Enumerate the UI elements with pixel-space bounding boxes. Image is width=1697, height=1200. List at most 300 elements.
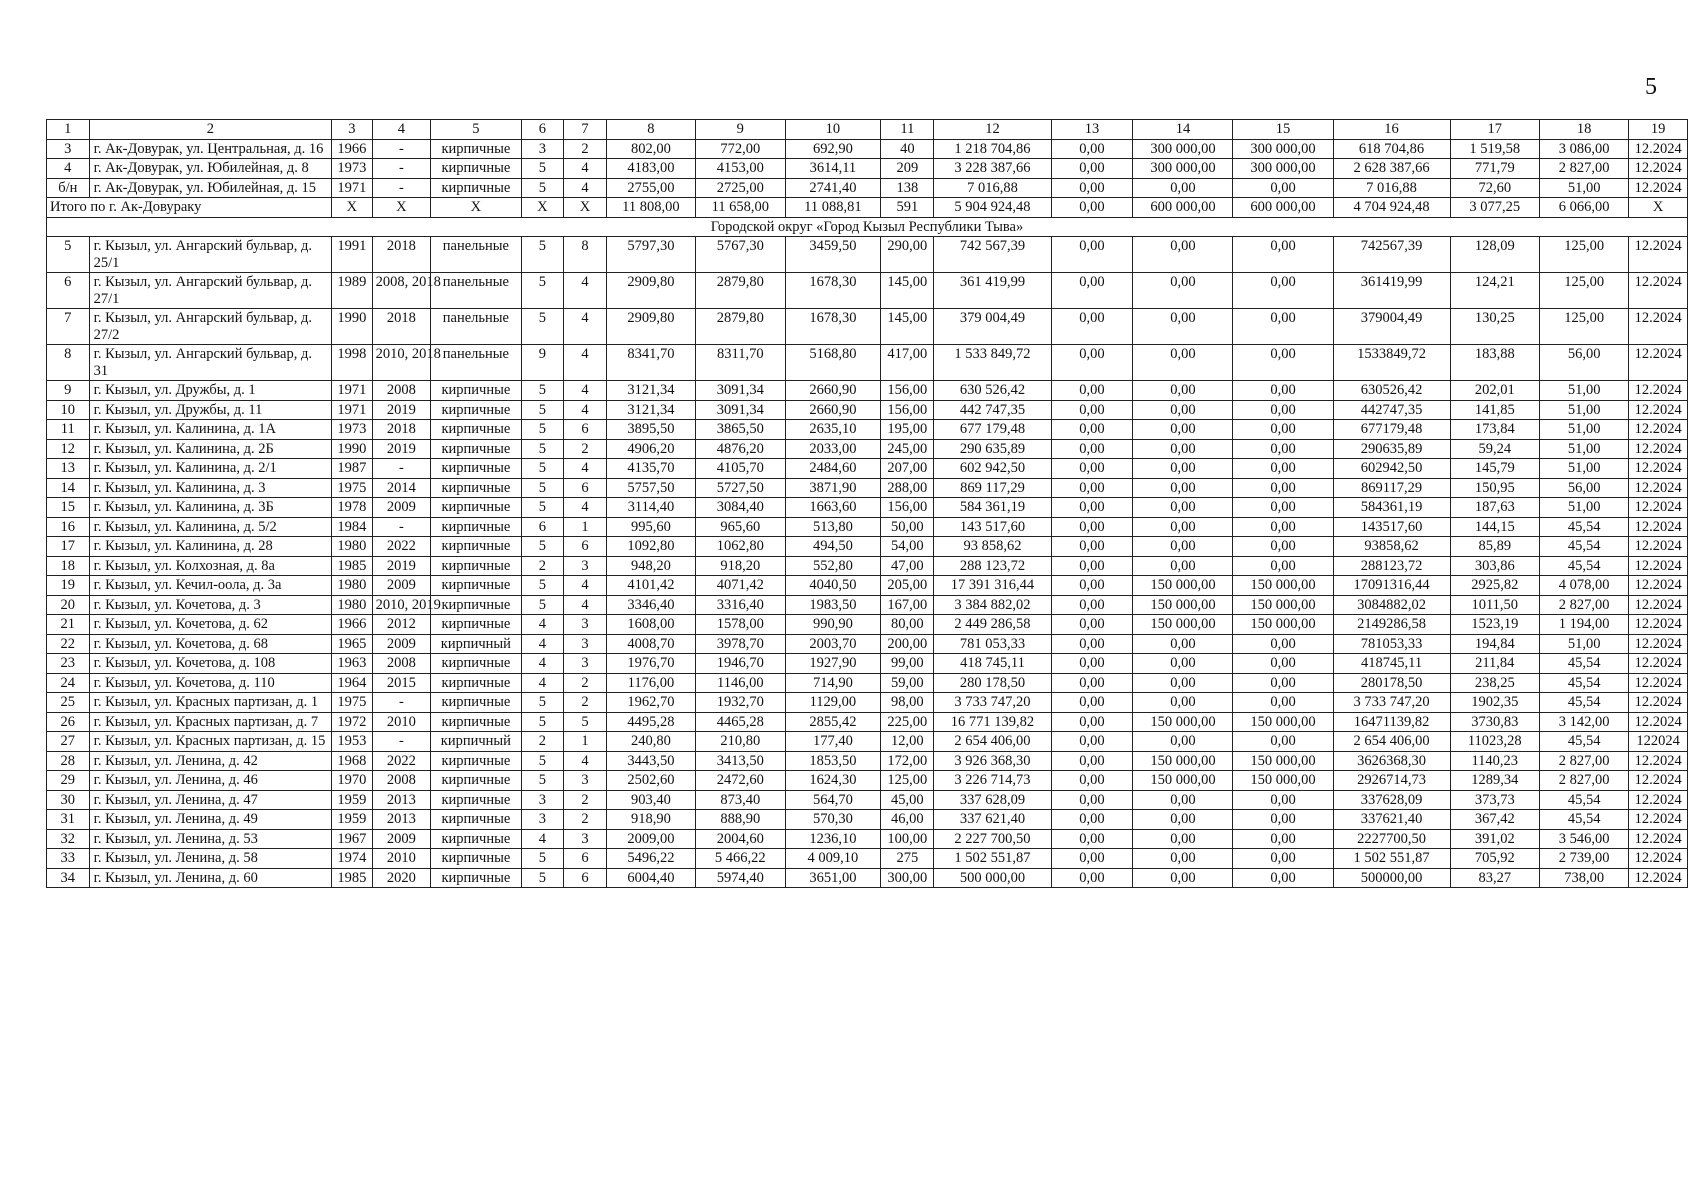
table-cell: 2009 bbox=[372, 829, 431, 849]
table-cell: 98,00 bbox=[881, 693, 934, 713]
table-cell: кирпичные bbox=[431, 498, 521, 518]
table-cell: 21 bbox=[47, 615, 90, 635]
table-cell: 0,00 bbox=[1051, 273, 1133, 309]
table-cell: г. Кызыл, ул. Ангарский бульвар, д. 25/1 bbox=[89, 237, 332, 273]
table-cell: 0,00 bbox=[1133, 732, 1233, 752]
table-cell: 5 bbox=[521, 178, 564, 198]
table-cell: 2 654 406,00 bbox=[1333, 732, 1450, 752]
table-row bbox=[47, 345, 1688, 381]
table-cell: кирпичные bbox=[431, 439, 521, 459]
total-cell: 4 704 924,48 bbox=[1333, 198, 1450, 218]
table-cell: 0,00 bbox=[1133, 673, 1233, 693]
table-cell: г. Кызыл, ул. Кочетова, д. 3 bbox=[89, 595, 332, 615]
table-cell: 1 218 704,86 bbox=[934, 139, 1051, 159]
table-cell: г. Кызыл, ул. Кочетова, д. 110 bbox=[89, 673, 332, 693]
table-cell: 2009 bbox=[372, 498, 431, 518]
table-cell: 3 733 747,20 bbox=[1333, 693, 1450, 713]
table-cell: 5 bbox=[521, 478, 564, 498]
table-cell: 12.2024 bbox=[1629, 712, 1688, 732]
table-cell: 4 bbox=[564, 595, 607, 615]
table-cell: 32 bbox=[47, 829, 90, 849]
table-cell: г. Кызыл, ул. Ангарский бульвар, д. 27/2 bbox=[89, 309, 332, 345]
table-cell: 4 bbox=[564, 751, 607, 771]
table-cell: 869 117,29 bbox=[934, 478, 1051, 498]
table-cell: 918,90 bbox=[606, 810, 695, 830]
table-cell: кирпичные bbox=[431, 556, 521, 576]
table-cell: 1970 bbox=[332, 771, 372, 791]
table-cell: 0,00 bbox=[1051, 732, 1133, 752]
total-cell: 3 077,25 bbox=[1450, 198, 1539, 218]
table-cell: 0,00 bbox=[1051, 595, 1133, 615]
table-cell: 0,00 bbox=[1233, 273, 1333, 309]
table-cell: 12.2024 bbox=[1629, 237, 1688, 273]
table-cell: 337 628,09 bbox=[934, 790, 1051, 810]
table-cell: 0,00 bbox=[1233, 556, 1333, 576]
table-cell: - bbox=[372, 459, 431, 479]
table-cell: 3 142,00 bbox=[1539, 712, 1628, 732]
table-cell: 150 000,00 bbox=[1233, 595, 1333, 615]
table-cell: кирпичные bbox=[431, 849, 521, 869]
table-cell: 1 502 551,87 bbox=[934, 849, 1051, 869]
table-cell: 2741,40 bbox=[785, 178, 881, 198]
table-cell: 2725,00 bbox=[696, 178, 785, 198]
table-cell: 3730,83 bbox=[1450, 712, 1539, 732]
table-cell: кирпичные bbox=[431, 615, 521, 635]
table-cell: 1967 bbox=[332, 829, 372, 849]
table-row bbox=[47, 868, 1688, 888]
table-cell: 16 bbox=[47, 517, 90, 537]
table-cell: 618 704,86 bbox=[1333, 139, 1450, 159]
table-cell: 3978,70 bbox=[696, 634, 785, 654]
table-cell: 3 bbox=[521, 139, 564, 159]
table-cell: 2855,42 bbox=[785, 712, 881, 732]
column-number: 16 bbox=[1333, 120, 1450, 140]
table-cell: 337621,40 bbox=[1333, 810, 1450, 830]
table-cell: 0,00 bbox=[1051, 673, 1133, 693]
column-number: 18 bbox=[1539, 120, 1628, 140]
table-cell: 30 bbox=[47, 790, 90, 810]
table-cell: 2009 bbox=[372, 634, 431, 654]
table-cell: 4 bbox=[521, 615, 564, 635]
table-cell: 677 179,48 bbox=[934, 420, 1051, 440]
table-cell: 5767,30 bbox=[696, 237, 785, 273]
table-cell: 2 bbox=[564, 790, 607, 810]
table-cell: 0,00 bbox=[1233, 537, 1333, 557]
table-cell: - bbox=[372, 693, 431, 713]
table-cell: - bbox=[372, 139, 431, 159]
table-cell: б/н bbox=[47, 178, 90, 198]
table-cell: 150 000,00 bbox=[1133, 751, 1233, 771]
column-number: 8 bbox=[606, 120, 695, 140]
table-row bbox=[47, 829, 1688, 849]
table-cell: 4 bbox=[564, 381, 607, 401]
table-cell: 0,00 bbox=[1133, 309, 1233, 345]
table-cell: 0,00 bbox=[1133, 810, 1233, 830]
table-cell: 17091316,44 bbox=[1333, 576, 1450, 596]
table-cell: 2018 bbox=[372, 309, 431, 345]
table-cell: 29 bbox=[47, 771, 90, 791]
total-cell: X bbox=[431, 198, 521, 218]
table-cell: 288 123,72 bbox=[934, 556, 1051, 576]
table-cell: 3316,40 bbox=[696, 595, 785, 615]
table-cell: 288,00 bbox=[881, 478, 934, 498]
table-cell: 211,84 bbox=[1450, 654, 1539, 674]
table-cell: г. Кызыл, ул. Кочетова, д. 108 bbox=[89, 654, 332, 674]
table-cell: 17 bbox=[47, 537, 90, 557]
table-cell: 300 000,00 bbox=[1133, 139, 1233, 159]
column-number: 13 bbox=[1051, 120, 1133, 140]
table-cell: 0,00 bbox=[1051, 810, 1133, 830]
total-cell: 5 904 924,48 bbox=[934, 198, 1051, 218]
table-cell: 280178,50 bbox=[1333, 673, 1450, 693]
table-row bbox=[47, 439, 1688, 459]
table-cell: 1678,30 bbox=[785, 309, 881, 345]
table-cell: 0,00 bbox=[1133, 849, 1233, 869]
column-number: 14 bbox=[1133, 120, 1233, 140]
table-cell: 194,84 bbox=[1450, 634, 1539, 654]
table-cell: 122024 bbox=[1629, 732, 1688, 752]
table-cell: 1140,23 bbox=[1450, 751, 1539, 771]
table-cell: 6 bbox=[564, 478, 607, 498]
table-cell: г. Кызыл, ул. Ангарский бульвар, д. 27/1 bbox=[89, 273, 332, 309]
table-cell: 2925,82 bbox=[1450, 576, 1539, 596]
table-cell: 2019 bbox=[372, 556, 431, 576]
table-cell: 1991 bbox=[332, 237, 372, 273]
table-cell: 3 bbox=[564, 829, 607, 849]
table-cell: 2009,00 bbox=[606, 829, 695, 849]
table-cell: 6 bbox=[47, 273, 90, 309]
table-cell: 1 bbox=[564, 732, 607, 752]
table-cell: 738,00 bbox=[1539, 868, 1628, 888]
table-cell: 4 009,10 bbox=[785, 849, 881, 869]
table-cell: 4101,42 bbox=[606, 576, 695, 596]
table-cell: 202,01 bbox=[1450, 381, 1539, 401]
total-cell: 600 000,00 bbox=[1233, 198, 1333, 218]
table-cell: 10 bbox=[47, 400, 90, 420]
table-cell: 0,00 bbox=[1233, 309, 1333, 345]
table-cell: 12.2024 bbox=[1629, 576, 1688, 596]
total-cell: 600 000,00 bbox=[1133, 198, 1233, 218]
table-cell: 0,00 bbox=[1133, 237, 1233, 273]
table-cell: г. Кызыл, ул. Дружбы, д. 1 bbox=[89, 381, 332, 401]
table-cell: кирпичные bbox=[431, 576, 521, 596]
table-cell: 177,40 bbox=[785, 732, 881, 752]
table-cell: 4071,42 bbox=[696, 576, 785, 596]
table-cell: 0,00 bbox=[1233, 732, 1333, 752]
table-cell: 0,00 bbox=[1051, 712, 1133, 732]
table-cell: 209 bbox=[881, 159, 934, 179]
table-cell: 99,00 bbox=[881, 654, 934, 674]
table-cell: 4 bbox=[521, 829, 564, 849]
table-cell: 5168,80 bbox=[785, 345, 881, 381]
table-cell: г. Кызыл, ул. Ленина, д. 46 bbox=[89, 771, 332, 791]
table-cell: 379 004,49 bbox=[934, 309, 1051, 345]
table-cell: 2227700,50 bbox=[1333, 829, 1450, 849]
table-cell: 8341,70 bbox=[606, 345, 695, 381]
table-cell: 0,00 bbox=[1233, 654, 1333, 674]
table-row bbox=[47, 693, 1688, 713]
table-cell: 3 926 368,30 bbox=[934, 751, 1051, 771]
table-cell: 7 016,88 bbox=[1333, 178, 1450, 198]
table-cell: 2012 bbox=[372, 615, 431, 635]
column-number: 2 bbox=[89, 120, 332, 140]
table-cell: 12.2024 bbox=[1629, 537, 1688, 557]
table-cell: 1236,10 bbox=[785, 829, 881, 849]
table-cell: 2008 bbox=[372, 381, 431, 401]
column-number-row bbox=[47, 120, 1688, 140]
table-cell: панельные bbox=[431, 237, 521, 273]
total-row bbox=[47, 198, 1688, 218]
table-cell: 0,00 bbox=[1133, 790, 1233, 810]
table-cell: 584 361,19 bbox=[934, 498, 1051, 518]
table-cell: 0,00 bbox=[1051, 576, 1133, 596]
table-cell: 2018 bbox=[372, 237, 431, 273]
table-cell: 781 053,33 bbox=[934, 634, 1051, 654]
table-cell: 2472,60 bbox=[696, 771, 785, 791]
table-cell: 1523,19 bbox=[1450, 615, 1539, 635]
table-cell: 6 bbox=[564, 868, 607, 888]
total-cell: X bbox=[332, 198, 372, 218]
table-cell: кирпичные bbox=[431, 673, 521, 693]
table-cell: 0,00 bbox=[1233, 439, 1333, 459]
table-cell: кирпичные bbox=[431, 537, 521, 557]
table-cell: 5 bbox=[521, 595, 564, 615]
table-cell: 3895,50 bbox=[606, 420, 695, 440]
table-cell: 564,70 bbox=[785, 790, 881, 810]
table-cell: 124,21 bbox=[1450, 273, 1539, 309]
table-cell: 45,00 bbox=[881, 790, 934, 810]
table-cell: 1971 bbox=[332, 381, 372, 401]
table-cell: 0,00 bbox=[1133, 381, 1233, 401]
table-cell: кирпичный bbox=[431, 634, 521, 654]
table-cell: 7 016,88 bbox=[934, 178, 1051, 198]
table-cell: 0,00 bbox=[1051, 381, 1133, 401]
table-cell: г. Кызыл, ул. Калинина, д. 2Б bbox=[89, 439, 332, 459]
table-cell: 2015 bbox=[372, 673, 431, 693]
table-cell: 0,00 bbox=[1051, 459, 1133, 479]
table-cell: 33 bbox=[47, 849, 90, 869]
table-cell: 3 226 714,73 bbox=[934, 771, 1051, 791]
table-cell: 1176,00 bbox=[606, 673, 695, 693]
table-cell: 288123,72 bbox=[1333, 556, 1450, 576]
table-cell: 145,79 bbox=[1450, 459, 1539, 479]
table-cell: 143517,60 bbox=[1333, 517, 1450, 537]
table-cell: 12.2024 bbox=[1629, 654, 1688, 674]
table-cell: 1663,60 bbox=[785, 498, 881, 518]
table-cell: 5 bbox=[521, 439, 564, 459]
table-cell: 2010, 2018 bbox=[372, 345, 431, 381]
table-cell: 0,00 bbox=[1051, 237, 1133, 273]
table-cell: 4906,20 bbox=[606, 439, 695, 459]
column-number: 3 bbox=[332, 120, 372, 140]
total-cell: 591 bbox=[881, 198, 934, 218]
table-cell: 2 827,00 bbox=[1539, 751, 1628, 771]
table-cell: 4 bbox=[564, 159, 607, 179]
table-cell: 2909,80 bbox=[606, 309, 695, 345]
table-cell: - bbox=[372, 732, 431, 752]
table-cell: 0,00 bbox=[1233, 634, 1333, 654]
table-cell: 2 628 387,66 bbox=[1333, 159, 1450, 179]
table-cell: 150 000,00 bbox=[1233, 771, 1333, 791]
table-cell: 2033,00 bbox=[785, 439, 881, 459]
table-cell: 705,92 bbox=[1450, 849, 1539, 869]
table-cell: кирпичные bbox=[431, 810, 521, 830]
table-cell: 4 bbox=[564, 345, 607, 381]
table-cell: 3091,34 bbox=[696, 400, 785, 420]
table-cell: 12.2024 bbox=[1629, 478, 1688, 498]
table-cell: 12.2024 bbox=[1629, 139, 1688, 159]
table-cell: 742567,39 bbox=[1333, 237, 1450, 273]
table-cell: 12.2024 bbox=[1629, 849, 1688, 869]
table-cell: 1974 bbox=[332, 849, 372, 869]
table-cell: 2008 bbox=[372, 771, 431, 791]
table-cell: 1966 bbox=[332, 139, 372, 159]
table-cell: 150 000,00 bbox=[1133, 771, 1233, 791]
table-cell: 4 bbox=[564, 178, 607, 198]
table-cell: 3114,40 bbox=[606, 498, 695, 518]
table-cell: г. Кызыл, ул. Красных партизан, д. 15 bbox=[89, 732, 332, 752]
table-cell: г. Кызыл, ул. Ленина, д. 47 bbox=[89, 790, 332, 810]
table-cell: 100,00 bbox=[881, 829, 934, 849]
table-cell: 12.2024 bbox=[1629, 309, 1688, 345]
table-cell: кирпичные bbox=[431, 459, 521, 479]
table-cell: г. Кызыл, ул. Ленина, д. 60 bbox=[89, 868, 332, 888]
table-cell: 51,00 bbox=[1539, 634, 1628, 654]
table-cell: 903,40 bbox=[606, 790, 695, 810]
table-cell: 0,00 bbox=[1133, 634, 1233, 654]
table-cell: 918,20 bbox=[696, 556, 785, 576]
total-cell: 11 808,00 bbox=[606, 198, 695, 218]
table-cell: 15 bbox=[47, 498, 90, 518]
table-cell: 965,60 bbox=[696, 517, 785, 537]
table-cell: г. Кызыл, ул. Ленина, д. 49 bbox=[89, 810, 332, 830]
table-cell: 2909,80 bbox=[606, 273, 695, 309]
table-cell: 1946,70 bbox=[696, 654, 785, 674]
table-cell: 12 bbox=[47, 439, 90, 459]
table-cell: кирпичные bbox=[431, 829, 521, 849]
table-cell: 2 bbox=[564, 693, 607, 713]
table-cell: 2 827,00 bbox=[1539, 771, 1628, 791]
table-cell: 3121,34 bbox=[606, 381, 695, 401]
table-cell: 337 621,40 bbox=[934, 810, 1051, 830]
table-cell: 1965 bbox=[332, 634, 372, 654]
table-cell: г. Ак-Довурак, ул. Юбилейная, д. 15 bbox=[89, 178, 332, 198]
table-cell: 80,00 bbox=[881, 615, 934, 635]
table-cell: 513,80 bbox=[785, 517, 881, 537]
table-row bbox=[47, 459, 1688, 479]
table-cell: 5 bbox=[521, 400, 564, 420]
table-cell: 1973 bbox=[332, 420, 372, 440]
table-cell: 5 bbox=[521, 537, 564, 557]
table-cell: 16 771 139,82 bbox=[934, 712, 1051, 732]
table-row bbox=[47, 595, 1688, 615]
table-cell: 9 bbox=[47, 381, 90, 401]
table-cell: 0,00 bbox=[1133, 178, 1233, 198]
table-cell: 781053,33 bbox=[1333, 634, 1450, 654]
table-cell: 303,86 bbox=[1450, 556, 1539, 576]
table-cell: 300 000,00 bbox=[1233, 159, 1333, 179]
table-row bbox=[47, 273, 1688, 309]
table-cell: 150 000,00 bbox=[1133, 576, 1233, 596]
table-row bbox=[47, 159, 1688, 179]
table-cell: 5 bbox=[521, 576, 564, 596]
table-cell: 0,00 bbox=[1133, 478, 1233, 498]
table-cell: 2008 bbox=[372, 654, 431, 674]
table-cell: 11023,28 bbox=[1450, 732, 1539, 752]
table-cell: 2022 bbox=[372, 537, 431, 557]
table-cell: 1678,30 bbox=[785, 273, 881, 309]
table-cell: - bbox=[372, 159, 431, 179]
table-cell: кирпичные bbox=[431, 790, 521, 810]
table-cell: 12.2024 bbox=[1629, 615, 1688, 635]
table-cell: 0,00 bbox=[1051, 420, 1133, 440]
table-cell: 3626368,30 bbox=[1333, 751, 1450, 771]
table-row bbox=[47, 517, 1688, 537]
table-cell: 0,00 bbox=[1133, 345, 1233, 381]
table-cell: 2660,90 bbox=[785, 381, 881, 401]
table-cell: 2 227 700,50 bbox=[934, 829, 1051, 849]
table-cell: 2149286,58 bbox=[1333, 615, 1450, 635]
table-cell: 0,00 bbox=[1051, 309, 1133, 345]
table-cell: 2018 bbox=[372, 420, 431, 440]
table-row bbox=[47, 712, 1688, 732]
table-cell: 125,00 bbox=[1539, 237, 1628, 273]
table-cell: 12.2024 bbox=[1629, 810, 1688, 830]
table-cell: г. Кызыл, ул. Кочетова, д. 68 bbox=[89, 634, 332, 654]
table-cell: 1 502 551,87 bbox=[1333, 849, 1450, 869]
table-cell: 5 bbox=[521, 849, 564, 869]
housing-register-table bbox=[46, 119, 1688, 888]
table-cell: 361 419,99 bbox=[934, 273, 1051, 309]
table-cell: 19 bbox=[47, 576, 90, 596]
table-cell: 12.2024 bbox=[1629, 273, 1688, 309]
table-cell: 0,00 bbox=[1051, 654, 1133, 674]
table-cell: 1962,70 bbox=[606, 693, 695, 713]
table-row bbox=[47, 615, 1688, 635]
table-cell: 8 bbox=[564, 237, 607, 273]
table-cell: 1985 bbox=[332, 868, 372, 888]
table-cell: 4 bbox=[564, 459, 607, 479]
table-cell: 1578,00 bbox=[696, 615, 785, 635]
table-cell: 4 bbox=[521, 634, 564, 654]
table-cell: 3614,11 bbox=[785, 159, 881, 179]
table-cell: 0,00 bbox=[1233, 478, 1333, 498]
table-cell: 34 bbox=[47, 868, 90, 888]
table-cell: 12.2024 bbox=[1629, 381, 1688, 401]
table-cell: 6 bbox=[564, 420, 607, 440]
table-cell: 200,00 bbox=[881, 634, 934, 654]
table-cell: 138 bbox=[881, 178, 934, 198]
table-cell: 1011,50 bbox=[1450, 595, 1539, 615]
table-cell: 156,00 bbox=[881, 400, 934, 420]
table-cell: 12.2024 bbox=[1629, 159, 1688, 179]
table-cell: 156,00 bbox=[881, 498, 934, 518]
table-cell: 12.2024 bbox=[1629, 178, 1688, 198]
table-cell: 8311,70 bbox=[696, 345, 785, 381]
table-cell: 990,90 bbox=[785, 615, 881, 635]
table-cell: 45,54 bbox=[1539, 790, 1628, 810]
table-cell: 0,00 bbox=[1051, 498, 1133, 518]
table-cell: 22 bbox=[47, 634, 90, 654]
table-cell: 0,00 bbox=[1233, 517, 1333, 537]
table-cell: 0,00 bbox=[1133, 868, 1233, 888]
table-cell: панельные bbox=[431, 273, 521, 309]
table-cell: 6 bbox=[564, 849, 607, 869]
table-cell: 2879,80 bbox=[696, 273, 785, 309]
table-cell: панельные bbox=[431, 345, 521, 381]
table-cell: 3 733 747,20 bbox=[934, 693, 1051, 713]
table-cell: кирпичные bbox=[431, 381, 521, 401]
